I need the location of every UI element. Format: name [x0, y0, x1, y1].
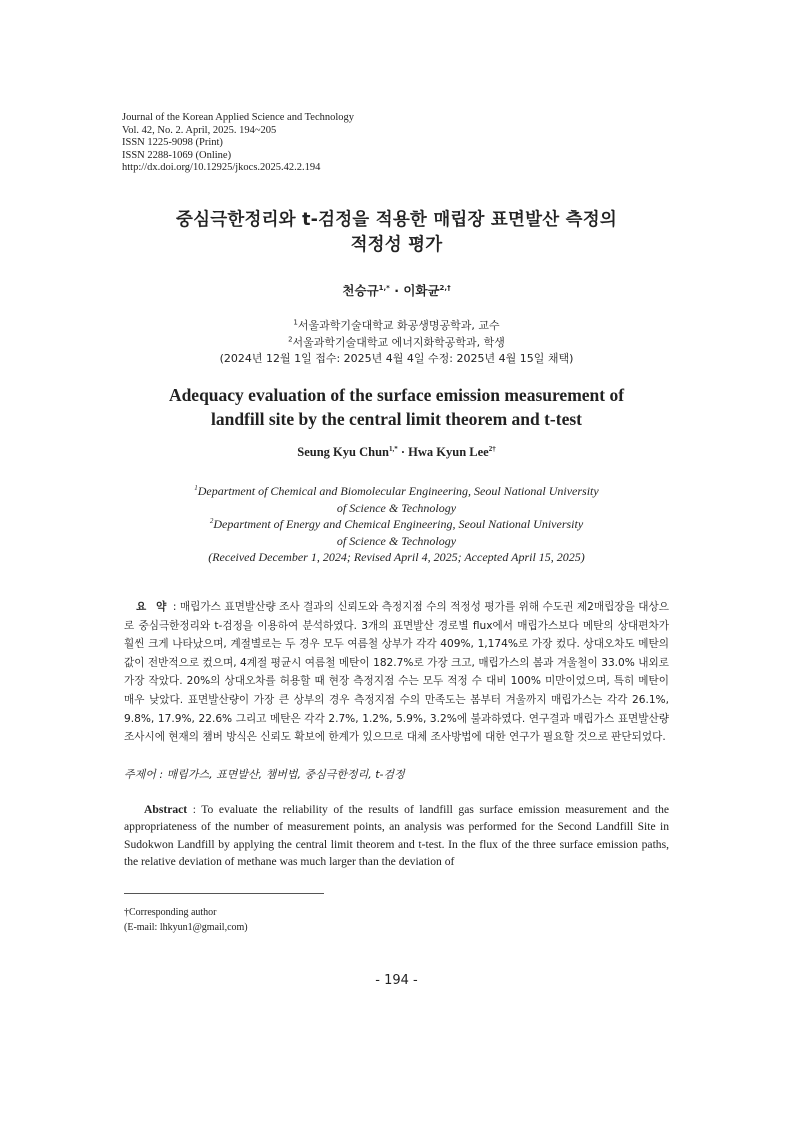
abstract-korean-colon: :: [169, 601, 180, 613]
keywords-korean: 주제어 : 매립가스, 표면발산, 챔버법, 중심극한정리, t-검정: [124, 768, 405, 781]
author-separator-ko: ·: [389, 283, 404, 298]
corresponding-author-email: (E-mail: lhkyun1@gmail,com): [124, 922, 248, 933]
title-english-line1: Adequacy evaluation of the surface emission measurement of: [168, 385, 625, 405]
corresponding-author-note: †Corresponding author: [124, 907, 217, 918]
affiliation-2-num-ko: 2: [288, 334, 293, 343]
title-korean-line2: 적정성 평가: [350, 235, 443, 255]
author-2-sup-en: 2†: [488, 444, 496, 453]
author-2-name-ko: 이화균: [403, 283, 440, 298]
author-1-sup-en: 1,*: [388, 444, 398, 453]
footnote: [124, 905, 248, 935]
page-number: - 194 -: [375, 973, 418, 988]
title-korean: [0, 208, 793, 258]
authors-english: [0, 445, 793, 460]
journal-volume-issue: Vol. 42, No. 2. April, 2025. 194~205: [122, 124, 277, 136]
affiliation-1-en-line1: [0, 483, 793, 500]
affiliation-1-text-ko: 서울과학기술대학교 화공생명공학과, 교수: [297, 319, 500, 332]
abstract-korean: [124, 598, 669, 747]
footnote-divider: [124, 893, 324, 894]
abstract-korean-text: 매립가스 표면발산량 조사 결과의 신뢰도와 측정지점 수의 적정성 평가를 위해 수도권 제2매립장을 대상으로 중심극한정리와 t-검정을 이용하여 분석하였다. 3개의 표면발산 경로별 flux에서 매립가스보다 메탄의 상대편차가 훨씬 크게 나타났으며, 계절별로는 두 경우 모두 여름철 상부가 각각 409%, 1,174%로 가장 컸다. 상대오차도 메탄의 값이 전반적으로 컸으며, 4계절 평균시 여름철 메탄이 182.7%로 가장 크고, 매립가스의 봄과 겨울철이 33.0% 내외로 가장 작았다. 20%의 상대오차를 허용할 때 현장 측정지점 수는 모두 적정 수 대비 100% 미만이었으며, 특히 메탄이 매우 낮았다. 표면발산량이 가장 큰 상부의 경우 측정지점 수의 만족도는 봄부터 겨울까지 매립가스는 각각 26.1%, 9.8%, 17.9%, 22.6% 그리고 메탄은 각각 2.7%, 1.2%, 5.9%, 3.2%에 불과하였다. 연구결과 매립가스 표면발산량 조사시에 현재의 챔버 방식은 신뢰도 확보에 한계가 있으므로 대체 조사방법에 대한 연구가 필요할 것으로 판단되었다.: [124, 601, 669, 744]
issn-print: ISSN 1225-9098 (Print): [122, 137, 223, 149]
affiliation-1-text-en: Department of Chemical and Biomolecular Engineering, Seoul National University: [197, 484, 599, 498]
affiliation-1-num-ko: 1: [293, 318, 298, 327]
title-english: [0, 384, 793, 431]
affiliation-2-en-line2: of Science & Technology: [336, 533, 457, 548]
journal-header: [122, 112, 354, 175]
journal-name: Journal of the Korean Applied Science and Technology: [122, 112, 355, 123]
dates-en: (Received December 1, 2024; Revised April 4, 2025; Accepted April 15, 2025): [208, 550, 585, 565]
affiliation-1-ko: [0, 318, 793, 335]
title-korean-line1: 중심극한정리와 t-검정을 적용한 매립장 표면발산 측정의: [176, 210, 617, 230]
affiliation-2-text-ko: 서울과학기술대학교 에너지화학공학과, 학생: [292, 335, 505, 349]
author-1-sup-ko: 1,*: [378, 283, 390, 292]
author-1-name-ko: 천승규: [342, 283, 379, 298]
author-2-name-en: Hwa Kyun Lee: [408, 445, 489, 459]
affiliation-2-ko: [0, 335, 793, 352]
author-1-name-en: Seung Kyu Chun: [297, 445, 389, 459]
abstract-english-text: To evaluate the reliability of the results of landfill gas surface emission measurement and the appropriateness of the number of measurement points, an analysis was performed for the Second Landfill Site in Sudokwon Landfill by applying the central limit theorem and t-test. In the flux of the three surface emission paths, the relative deviation of methane was much larger than the deviation of: [124, 803, 670, 869]
affiliation-2-text-en: Department of Energy and Chemical Engineering, Seoul National University: [213, 517, 584, 532]
dates-ko: (2024년 12월 1일 접수: 2025년 4월 4일 수정: 2025년 4월 15일 채택): [219, 352, 574, 365]
author-2-sup-ko: 2,†: [439, 283, 451, 292]
abstract-english-colon: :: [187, 803, 202, 816]
issn-online: ISSN 2288-1069 (Online): [122, 149, 232, 161]
affiliation-2-num-en: 2: [209, 517, 214, 526]
affiliations-english: [0, 483, 793, 566]
abstract-korean-label: 요 약: [136, 601, 170, 613]
affiliations-korean: [0, 318, 793, 368]
affiliation-2-en-line1: [0, 516, 793, 533]
affiliation-1-num-en: 1: [194, 484, 198, 492]
authors-korean: [0, 281, 793, 299]
abstract-english-label: Abstract: [144, 803, 188, 816]
author-separator-en: ·: [397, 445, 409, 459]
affiliation-1-en-line2: of Science & Technology: [336, 500, 457, 515]
title-english-line2: landfill site by the central limit theorem and t-test: [210, 408, 582, 429]
doi-link[interactable]: http://dx.doi.org/10.12925/jkocs.2025.42.2.194: [122, 162, 321, 174]
abstract-english: [124, 801, 669, 871]
